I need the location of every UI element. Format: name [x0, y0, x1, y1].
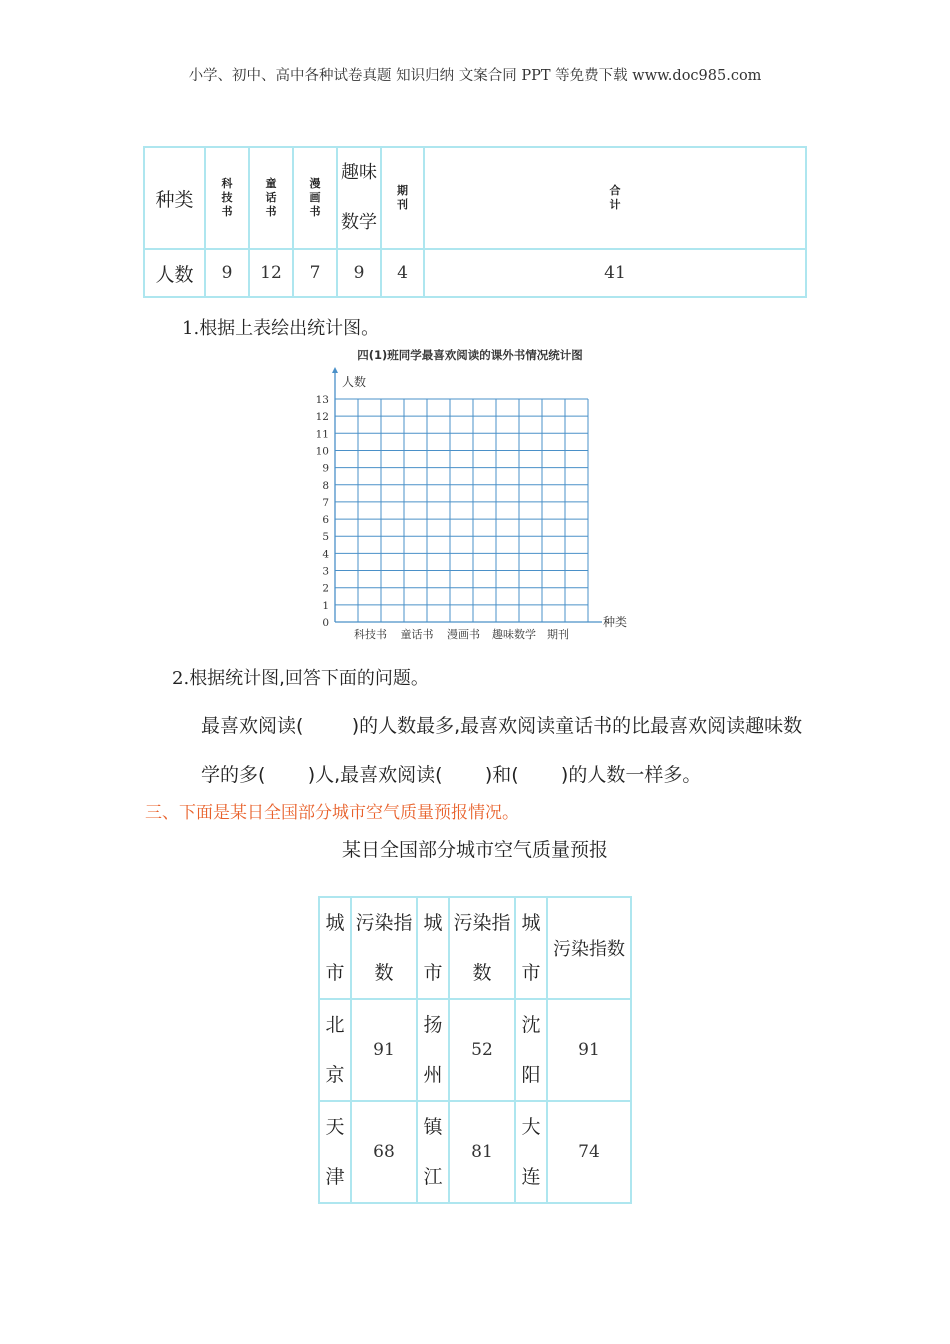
page-header: 小学、初中、高中各种试卷真题 知识归纳 文案合同 PPT 等免费下载 www.doc985.com: [188, 68, 762, 84]
air-quality-table: [318, 896, 632, 1204]
city-name: 大连: [515, 1101, 547, 1203]
city-name: 镇江: [417, 1101, 449, 1203]
cell-count-total: 41: [424, 249, 806, 297]
cell-category: 科技书: [205, 147, 249, 249]
question-2-text: 根据统计图,回答下面的问题。: [189, 668, 429, 689]
cell-category-total: 合计: [424, 147, 806, 249]
y-tick-label: 6: [322, 514, 329, 527]
cell-count: 9: [337, 249, 381, 297]
y-axis-label: 人数: [342, 375, 367, 389]
pollution-value: 91: [351, 999, 417, 1101]
y-tick-label: 3: [322, 565, 329, 578]
pollution-value: 81: [449, 1101, 515, 1203]
cell-count: 7: [293, 249, 337, 297]
cell-count: 4: [381, 249, 424, 297]
pollution-value: 91: [547, 999, 631, 1101]
y-axis-arrow-icon: [332, 367, 338, 373]
y-tick-label: 2: [322, 582, 329, 595]
y-tick-label: 4: [322, 548, 329, 561]
header-pollution-index: 污染指数: [351, 897, 417, 999]
cell-category: 趣味数学: [337, 147, 381, 249]
pollution-value: 68: [351, 1101, 417, 1203]
row-label-count: 人数: [144, 249, 205, 297]
cell-category: 童话书: [249, 147, 293, 249]
y-tick-label: 12: [315, 411, 329, 424]
cell-count: 9: [205, 249, 249, 297]
question-2: [172, 664, 429, 690]
pollution-value: 74: [547, 1101, 631, 1203]
header-pollution-index: 污染指数: [449, 897, 515, 999]
y-tick-label: 9: [322, 462, 329, 475]
y-tick-label: 11: [315, 428, 329, 441]
question-2-line-2: 学的多( )人,最喜欢阅读( )和( )的人数一样多。: [201, 764, 702, 786]
header-pollution-index: 污染指数: [547, 897, 631, 999]
row-label-category: 种类: [144, 147, 205, 249]
air-quality-table-title: 某日全国部分城市空气质量预报: [341, 839, 608, 861]
header-city: 城市: [515, 897, 547, 999]
x-tick-label: 期刊: [547, 628, 569, 641]
y-tick-label: 10: [315, 445, 329, 458]
x-tick-label: 科技书: [354, 628, 387, 641]
cell-count: 12: [249, 249, 293, 297]
reading-preference-table: [143, 146, 807, 298]
y-tick-label: 0: [322, 617, 329, 629]
y-tick-label: 13: [315, 394, 329, 406]
pollution-value: 52: [449, 999, 515, 1101]
cell-category: 期刊: [381, 147, 424, 249]
y-tick-label: 7: [322, 496, 329, 509]
chart-title: 四(1)班同学最喜欢阅读的课外书情况统计图: [357, 348, 583, 362]
x-tick-label: 童话书: [400, 628, 434, 641]
question-1-text: 根据上表绘出统计图。: [199, 318, 380, 339]
y-tick-label: 5: [322, 531, 329, 544]
x-tick-label: 趣味数学: [492, 628, 536, 641]
question-1: [182, 314, 379, 340]
city-name: 扬州: [417, 999, 449, 1101]
x-tick-label: 漫画书: [447, 628, 480, 641]
question-2-line-1: 最喜欢阅读( )的人数最多,最喜欢阅读童话书的比最喜欢阅读趣味数: [201, 715, 803, 737]
y-tick-label: 8: [322, 479, 329, 492]
question-1-number: 1.: [182, 318, 200, 339]
x-axis-label: 种类: [603, 615, 628, 629]
header-city: 城市: [319, 897, 351, 999]
question-2-number: 2.: [172, 668, 190, 689]
city-name: 天津: [319, 1101, 351, 1203]
header-city: 城市: [417, 897, 449, 999]
cell-category: 漫画书: [293, 147, 337, 249]
y-tick-label: 1: [322, 599, 329, 612]
section-3-heading: 三、下面是某日全国部分城市空气质量预报情况。: [145, 803, 519, 823]
blank-bar-chart: [300, 345, 640, 645]
city-name: 沈阳: [515, 999, 547, 1101]
city-name: 北京: [319, 999, 351, 1101]
